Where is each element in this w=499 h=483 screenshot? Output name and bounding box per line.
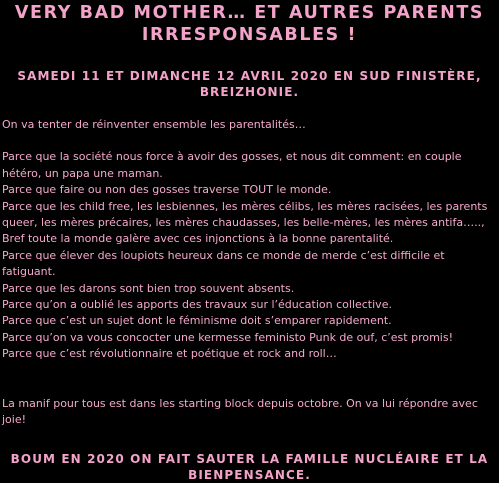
intro-text: On va tenter de réinventer ensemble les parentalités… [2, 118, 306, 131]
reason-item: Parce que la société nous force à avoir des gosses, et nous dit comment: en couple hétéro, un papa une maman. [2, 150, 462, 180]
reason-item: Parce que élever des loupiots heureux dans ce monde de merde c’est difficile et fatiguant. [2, 248, 445, 279]
reason-item: Parce que c’est un sujet dont le féminisme doit s’emparer rapidement. [2, 314, 392, 328]
reason-item: Parce que c’est révolutionnaire et poétique et rock and roll… [2, 347, 337, 361]
reason-item: Parce que les child free, les lesbiennes, les mères célibs, les mères racisées, les parents queer, les mères précaires, les mères chaudasses, les belle-mères, les mères antifa….., Bref toute la monde galère avec ces injonctions à la bonne parentalité. [2, 199, 488, 246]
manif-text: La manif pour tous est dans les starting block depuis octobre. On va lui répondre avec joie! [2, 396, 478, 427]
reasons-list [2, 149, 497, 362]
reason-item: Parce qu’on a oublié les apports des travaux sur l’éducation collective. [2, 298, 392, 312]
reason-item: Parce que faire ou non des gosses traverse TOUT le monde. [2, 183, 332, 197]
event-date-location: SAMEDI 11 ET DIMANCHE 12 AVRIL 2020 EN SUD FINISTÈRE, BREIZHONIE. [17, 69, 482, 99]
closing-slogan: BOUM EN 2020 ON FAIT SAUTER LA FAMILLE NUCLÉAIRE ET LA BIENPENSANCE. [10, 451, 489, 482]
reason-item: Parce qu’on va vous concocter une kermesse feministo Punk de ouf, c’est promis! [2, 330, 454, 344]
reason-item: Parce que les darons sont bien trop souvent absents. [2, 281, 295, 295]
page-title: VERY BAD MOTHER… ET AUTRES PARENTS IRRESPONSABLES ! [14, 3, 485, 45]
